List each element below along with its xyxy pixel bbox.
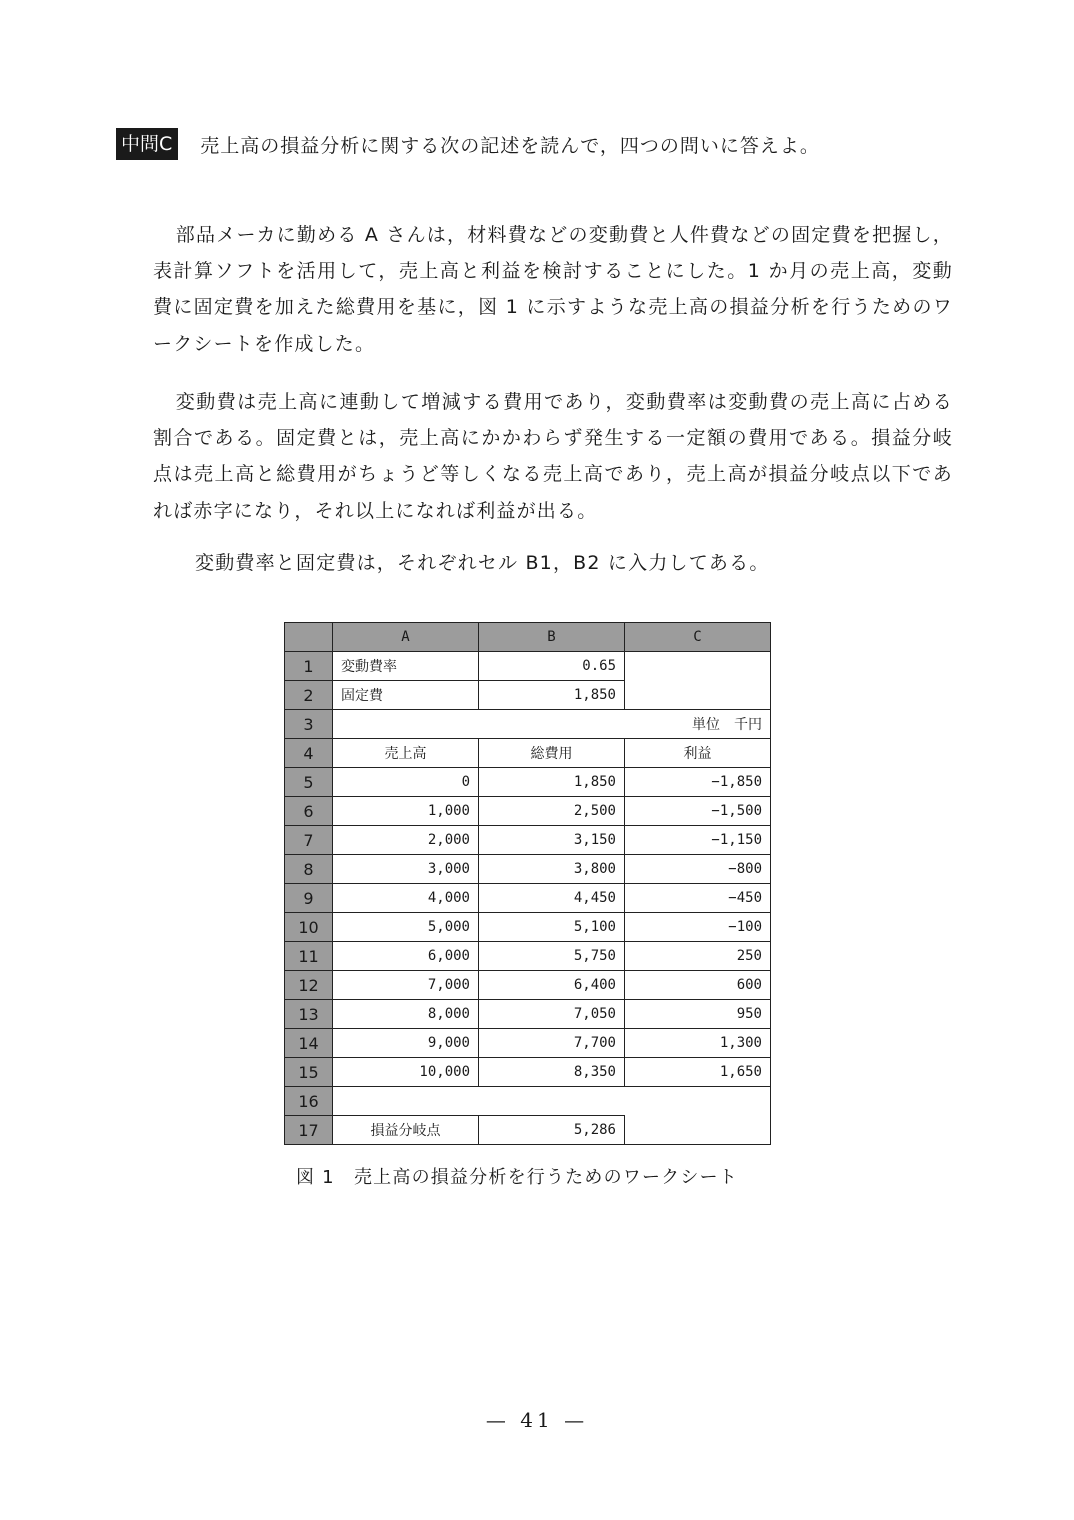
paragraph-cells-note: 変動費率と固定費は，それぞれセル B1，B2 に入力してある。 xyxy=(195,552,770,574)
sales-cell: 4,000 xyxy=(333,884,479,913)
sales-cell: 1,000 xyxy=(333,797,479,826)
total-cost-cell: 4,450 xyxy=(479,884,625,913)
profit-cell: 1,650 xyxy=(625,1058,771,1087)
table-row xyxy=(285,652,771,681)
column-header-a: A xyxy=(333,623,479,652)
profit-cell: −100 xyxy=(625,913,771,942)
question-badge: 中問C xyxy=(116,128,178,160)
row-number: 16 xyxy=(285,1087,333,1116)
profit-cell: 600 xyxy=(625,971,771,1000)
row-number: 9 xyxy=(285,884,333,913)
total-cost-cell: 5,100 xyxy=(479,913,625,942)
row-number: 8 xyxy=(285,855,333,884)
row-number: 5 xyxy=(285,768,333,797)
sales-cell: 2,000 xyxy=(333,826,479,855)
table-row xyxy=(285,1087,771,1116)
table-row xyxy=(285,826,771,855)
row-number: 1 xyxy=(285,652,333,681)
corner-cell xyxy=(285,623,333,652)
blank-cell xyxy=(333,1087,771,1116)
row-number: 7 xyxy=(285,826,333,855)
total-cost-cell: 7,700 xyxy=(479,1029,625,1058)
row-number: 10 xyxy=(285,913,333,942)
profit-cell: −1,500 xyxy=(625,797,771,826)
variable-cost-rate-label: 変動費率 xyxy=(333,652,479,681)
blank-cell xyxy=(625,652,771,710)
total-cost-cell: 2,500 xyxy=(479,797,625,826)
table-row xyxy=(285,797,771,826)
total-cost-cell: 8,350 xyxy=(479,1058,625,1087)
total-cost-cell: 3,150 xyxy=(479,826,625,855)
figure-caption: 図 1 売上高の損益分析を行うためのワークシート xyxy=(296,1167,738,1188)
profit-cell: −1,150 xyxy=(625,826,771,855)
total-cost-cell: 1,850 xyxy=(479,768,625,797)
unit-label: 単位 千円 xyxy=(333,710,771,739)
profit-cell: −1,850 xyxy=(625,768,771,797)
table-row xyxy=(285,1058,771,1087)
paragraph-definitions: 変動費は売上高に連動して増減する費用であり，変動費率は変動費の売上高に占める割合である。固定費とは，売上高にかかわらず発生する一定額の費用である。損益分岐点は売上高と総費用がちょうど等しくなる売上高であり，売上高が損益分岐点以下であれば赤字になり，それ以上になれば利益が出る。 xyxy=(153,391,953,522)
row-number: 15 xyxy=(285,1058,333,1087)
sales-cell: 8,000 xyxy=(333,1000,479,1029)
column-header-row xyxy=(285,623,771,652)
row-number: 14 xyxy=(285,1029,333,1058)
row-number: 2 xyxy=(285,681,333,710)
page-number: — 41 — xyxy=(485,1408,589,1432)
question-instruction: 売上高の損益分析に関する次の記述を読んで，四つの問いに答えよ。 xyxy=(200,134,820,157)
table-row xyxy=(285,1116,771,1145)
break-even-value: 5,286 xyxy=(479,1116,625,1145)
table-row xyxy=(285,884,771,913)
row-number: 6 xyxy=(285,797,333,826)
table-row xyxy=(285,710,771,739)
blank-cell xyxy=(625,1116,771,1145)
table-row xyxy=(285,739,771,768)
profit-cell: −800 xyxy=(625,855,771,884)
total-cost-cell: 3,800 xyxy=(479,855,625,884)
table-row xyxy=(285,1029,771,1058)
column-header-c: C xyxy=(625,623,771,652)
row-number: 12 xyxy=(285,971,333,1000)
table-row xyxy=(285,971,771,1000)
sales-cell: 5,000 xyxy=(333,913,479,942)
sales-cell: 3,000 xyxy=(333,855,479,884)
break-even-label: 損益分岐点 xyxy=(333,1116,479,1145)
header-sales: 売上高 xyxy=(333,739,479,768)
sales-cell: 10,000 xyxy=(333,1058,479,1087)
header-total-cost: 総費用 xyxy=(479,739,625,768)
row-number: 17 xyxy=(285,1116,333,1145)
row-number: 11 xyxy=(285,942,333,971)
sales-cell: 7,000 xyxy=(333,971,479,1000)
table-row xyxy=(285,768,771,797)
sales-cell: 0 xyxy=(333,768,479,797)
sales-cell: 9,000 xyxy=(333,1029,479,1058)
column-header-b: B xyxy=(479,623,625,652)
worksheet-figure xyxy=(284,622,770,1145)
row-number: 13 xyxy=(285,1000,333,1029)
variable-cost-rate-value: 0.65 xyxy=(479,652,625,681)
row-number: 4 xyxy=(285,739,333,768)
table-row xyxy=(285,942,771,971)
profit-cell: 1,300 xyxy=(625,1029,771,1058)
total-cost-cell: 7,050 xyxy=(479,1000,625,1029)
worksheet-table xyxy=(284,622,771,1145)
table-row xyxy=(285,1000,771,1029)
table-row xyxy=(285,855,771,884)
profit-cell: 950 xyxy=(625,1000,771,1029)
fixed-cost-label: 固定費 xyxy=(333,681,479,710)
fixed-cost-value: 1,850 xyxy=(479,681,625,710)
table-row xyxy=(285,913,771,942)
paragraph-intro: 部品メーカに勤める A さんは，材料費などの変動費と人件費などの固定費を把握し，表計算ソフトを活用して，売上高と利益を検討することにした。1 か月の売上高，変動費に固定費を加えた総費用を基に，図 1 に示すような売上高の損益分析を行うためのワークシートを作成した。 xyxy=(153,224,953,355)
profit-cell: −450 xyxy=(625,884,771,913)
profit-cell: 250 xyxy=(625,942,771,971)
total-cost-cell: 5,750 xyxy=(479,942,625,971)
row-number: 3 xyxy=(285,710,333,739)
total-cost-cell: 6,400 xyxy=(479,971,625,1000)
sales-cell: 6,000 xyxy=(333,942,479,971)
question-heading xyxy=(116,128,820,160)
header-profit: 利益 xyxy=(625,739,771,768)
